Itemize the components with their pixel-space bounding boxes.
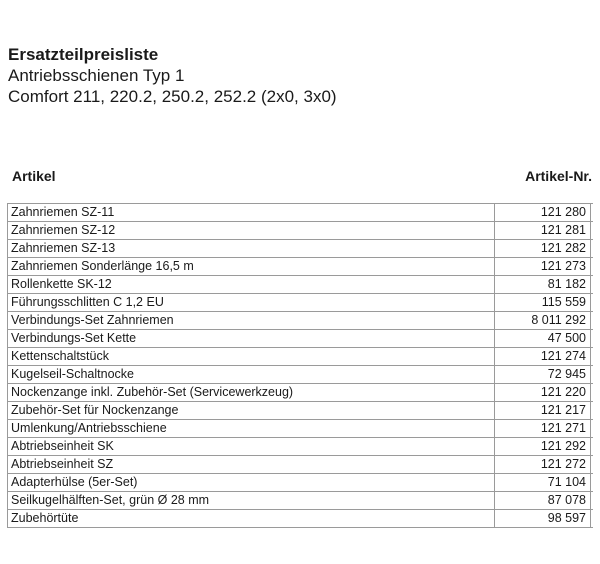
table-edge-cell xyxy=(591,474,594,492)
part-number: 98 597 xyxy=(495,510,591,528)
column-header-artikel-nr: Artikel-Nr. xyxy=(525,168,592,184)
table-edge-cell xyxy=(591,402,594,420)
part-number: 121 271 xyxy=(495,420,591,438)
table-row xyxy=(8,492,594,510)
part-name: Kugelseil-Schaltnocke xyxy=(8,366,495,384)
table-edge-cell xyxy=(591,240,594,258)
part-number: 121 220 xyxy=(495,384,591,402)
table-edge-cell xyxy=(591,276,594,294)
document-subtitle: Antriebsschienen Typ 1 xyxy=(8,66,185,85)
table-row xyxy=(8,366,594,384)
table-row xyxy=(8,258,594,276)
table-row xyxy=(8,348,594,366)
part-number: 121 217 xyxy=(495,402,591,420)
part-name: Kettenschaltstück xyxy=(8,348,495,366)
part-name: Verbindungs-Set Kette xyxy=(8,330,495,348)
table-row xyxy=(8,402,594,420)
part-name: Abtriebseinheit SZ xyxy=(8,456,495,474)
table-row xyxy=(8,456,594,474)
document-title: Ersatzteilpreisliste xyxy=(8,45,159,64)
part-number: 121 282 xyxy=(495,240,591,258)
column-headers xyxy=(0,168,600,188)
table-edge-cell xyxy=(591,510,594,528)
table-edge-cell xyxy=(591,438,594,456)
table-edge-cell xyxy=(591,384,594,402)
part-name: Zahnriemen SZ-12 xyxy=(8,222,495,240)
table-edge-cell xyxy=(591,456,594,474)
part-name: Abtriebseinheit SK xyxy=(8,438,495,456)
table-row xyxy=(8,330,594,348)
document-header xyxy=(8,44,337,107)
table-row xyxy=(8,222,594,240)
table-edge-cell xyxy=(591,492,594,510)
part-number: 72 945 xyxy=(495,366,591,384)
column-header-artikel: Artikel xyxy=(12,168,56,184)
part-name: Zubehör-Set für Nockenzange xyxy=(8,402,495,420)
table-edge-cell xyxy=(591,222,594,240)
part-number: 121 280 xyxy=(495,204,591,222)
part-name: Nockenzange inkl. Zubehör-Set (Servicewerkzeug) xyxy=(8,384,495,402)
part-name: Zahnriemen SZ-11 xyxy=(8,204,495,222)
part-number: 121 281 xyxy=(495,222,591,240)
model-list: Comfort 211, 220.2, 250.2, 252.2 (2x0, 3x0) xyxy=(8,87,337,106)
part-number: 8 011 292 xyxy=(495,312,591,330)
table-row xyxy=(8,438,594,456)
table-row xyxy=(8,240,594,258)
table-row xyxy=(8,384,594,402)
part-name: Zahnriemen Sonderlänge 16,5 m xyxy=(8,258,495,276)
part-number: 47 500 xyxy=(495,330,591,348)
table-edge-cell xyxy=(591,348,594,366)
part-name: Zahnriemen SZ-13 xyxy=(8,240,495,258)
part-number: 87 078 xyxy=(495,492,591,510)
table-edge-cell xyxy=(591,420,594,438)
parts-table xyxy=(7,203,593,528)
table-edge-cell xyxy=(591,204,594,222)
table-row xyxy=(8,204,594,222)
table-row xyxy=(8,276,594,294)
part-number: 81 182 xyxy=(495,276,591,294)
table-edge-cell xyxy=(591,312,594,330)
table-edge-cell xyxy=(591,294,594,312)
part-name: Seilkugelhälften-Set, grün Ø 28 mm xyxy=(8,492,495,510)
part-name: Verbindungs-Set Zahnriemen xyxy=(8,312,495,330)
table-edge-cell xyxy=(591,330,594,348)
table-row xyxy=(8,420,594,438)
table-row xyxy=(8,294,594,312)
part-name: Führungsschlitten C 1,2 EU xyxy=(8,294,495,312)
table-row xyxy=(8,474,594,492)
part-name: Zubehörtüte xyxy=(8,510,495,528)
part-number: 121 272 xyxy=(495,456,591,474)
part-number: 71 104 xyxy=(495,474,591,492)
table-row xyxy=(8,510,594,528)
part-number: 121 273 xyxy=(495,258,591,276)
part-number: 121 292 xyxy=(495,438,591,456)
table-edge-cell xyxy=(591,366,594,384)
part-name: Umlenkung/Antriebsschiene xyxy=(8,420,495,438)
table-row xyxy=(8,312,594,330)
part-name: Rollenkette SK-12 xyxy=(8,276,495,294)
part-number: 115 559 xyxy=(495,294,591,312)
part-number: 121 274 xyxy=(495,348,591,366)
table-edge-cell xyxy=(591,258,594,276)
part-name: Adapterhülse (5er-Set) xyxy=(8,474,495,492)
